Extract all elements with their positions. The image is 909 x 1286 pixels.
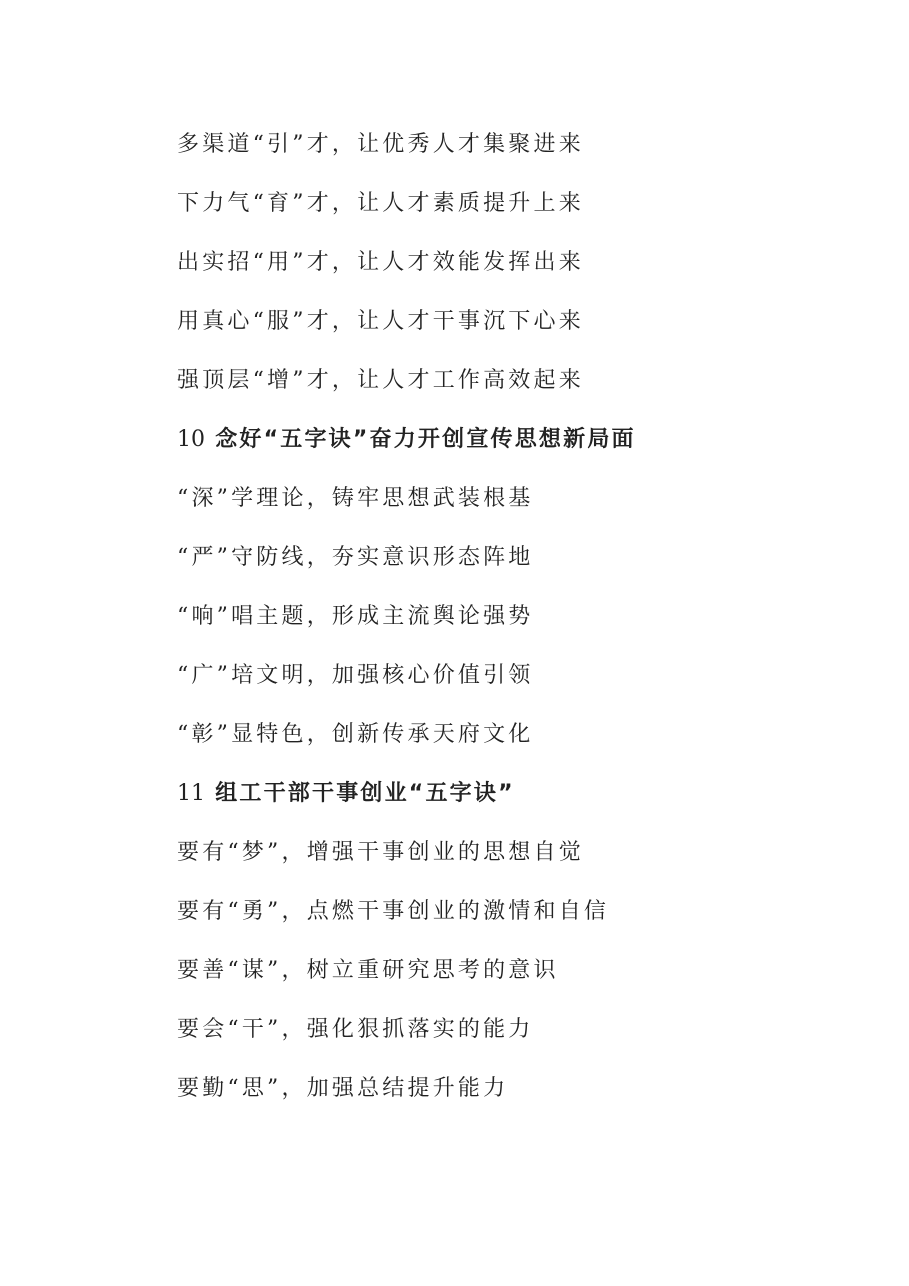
section-number: 11 [177, 781, 205, 806]
list-item: 要有“梦”，增强干事创业的思想自觉 [177, 840, 584, 865]
list-item: 要会“干”，强化狠抓落实的能力 [177, 1017, 534, 1042]
list-item: 要勤“思”，加强总结提升能力 [177, 1076, 509, 1101]
list-item: 要有“勇”，点燃干事创业的激情和自信 [177, 899, 610, 924]
list-item: “响”唱主题，形成主流舆论强势 [177, 604, 534, 629]
list-item: “广”培文明，加强核心价值引领 [177, 663, 534, 688]
section-heading-10 [177, 421, 877, 480]
section-heading-11 [177, 775, 877, 834]
list-item: 用真心“服”才，让人才干事沉下心来 [177, 309, 584, 334]
list-item: 多渠道“引”才，让优秀人才集聚进来 [177, 132, 584, 157]
list-item: “严”守防线，夯实意识形态阵地 [177, 545, 534, 570]
list-item: “彰”显特色，创新传承天府文化 [177, 722, 534, 747]
list-item: 出实招“用”才，让人才效能发挥出来 [177, 250, 584, 275]
section-title: 组工干部干事创业“五字诀” [215, 781, 515, 806]
list-item: “深”学理论，铸牢思想武装根基 [177, 486, 534, 511]
section-number: 10 [177, 427, 205, 452]
list-item: 下力气“育”才，让人才素质提升上来 [177, 191, 584, 216]
list-item: 强顶层“增”才，让人才工作高效起来 [177, 368, 584, 393]
document-body [177, 126, 877, 1129]
list-item: 要善“谋”，树立重研究思考的意识 [177, 958, 559, 983]
section-title: 念好“五字诀”奋力开创宣传思想新局面 [215, 427, 636, 452]
